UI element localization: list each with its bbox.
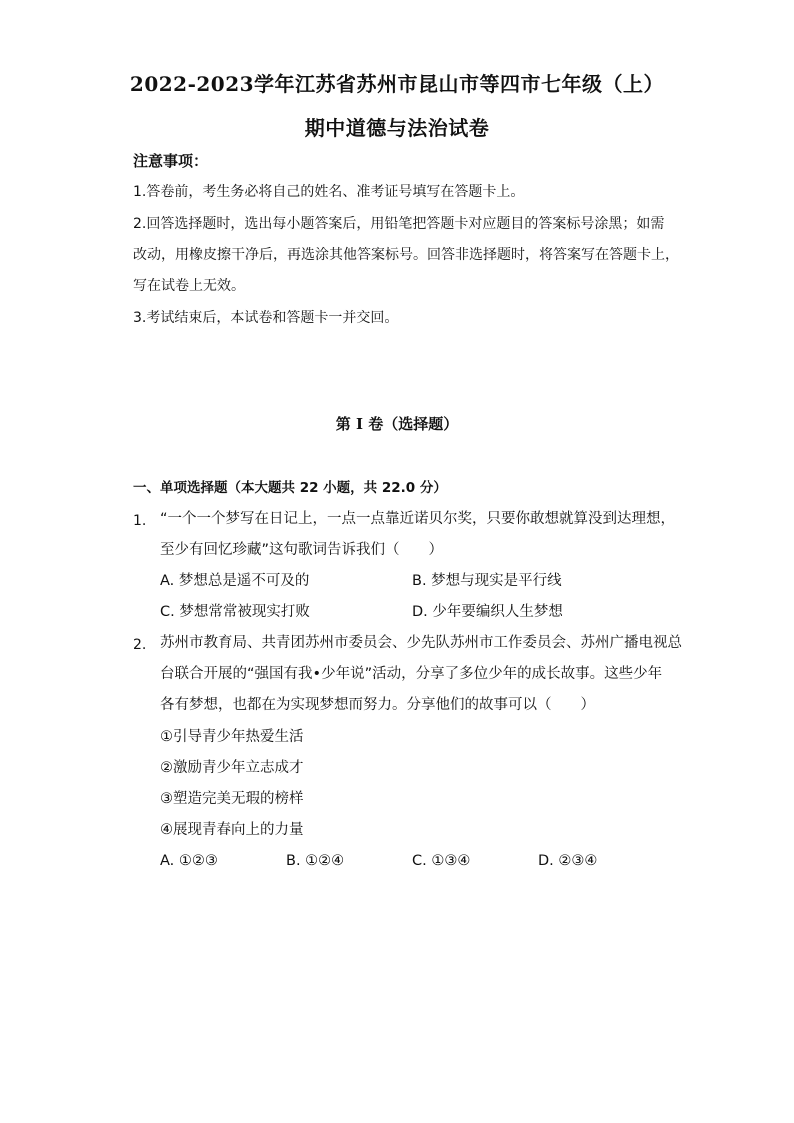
question-2-option-c[interactable]: C. ①③④ — [412, 853, 471, 869]
question-1-option-c[interactable]: C. 梦想常常被现实打败 — [160, 604, 310, 620]
part-heading: 一、单项选择题（本大题共 22 小题，共 22.0 分） — [133, 480, 447, 496]
notice-line-1: 1.答卷前，考生务必将自己的姓名、准考证号填写在答题卡上。 — [133, 184, 525, 200]
question-2-item-1: ①引导青少年热爱生活 — [160, 729, 304, 745]
question-2-item-3: ③塑造完美无瑕的榜样 — [160, 791, 304, 807]
question-1-option-a[interactable]: A. 梦想总是遥不可及的 — [160, 573, 310, 589]
exam-title-line2: 期中道德与法治试卷 — [304, 116, 490, 140]
question-2-line-2: 台联合开展的“强国有我•少年说”活动，分享了多位少年的成长故事。这些少年 — [160, 666, 663, 682]
section-title: 第 I 卷（选择题） — [335, 415, 459, 433]
question-1-option-d[interactable]: D. 少年要编织人生梦想 — [412, 604, 563, 620]
question-2-option-a[interactable]: A. ①②③ — [160, 853, 218, 869]
question-1-line-2: 至少有回忆珍藏”这句歌词告诉我们（ ） — [160, 542, 444, 558]
question-1-number: 1. — [133, 513, 147, 529]
question-2-line-3: 各有梦想，也都在为实现梦想而努力。分享他们的故事可以（ ） — [160, 697, 595, 713]
question-2-line-1: 苏州市教育局、共青团苏州市委员会、少先队苏州市工作委员会、苏州广播电视总 — [160, 635, 682, 651]
notice-line-5: 3.考试结束后，本试卷和答题卡一并交回。 — [133, 310, 399, 326]
exam-title-line1: 2022-2023学年江苏省苏州市昆山市等四市七年级（上） — [129, 72, 665, 96]
notice-line-4: 写在试卷上无效。 — [133, 278, 245, 294]
question-1-line-1: “一个一个梦写在日记上，一点一点靠近诺贝尔奖，只要你敢想就算没到达理想， — [160, 511, 676, 527]
question-2-option-d[interactable]: D. ②③④ — [538, 853, 598, 869]
question-2-item-4: ④展现青春向上的力量 — [160, 822, 304, 838]
question-2-option-b[interactable]: B. ①②④ — [286, 853, 345, 869]
notice-line-2: 2.回答选择题时，选出每小题答案后，用铅笔把答题卡对应题目的答案标号涂黑；如需 — [133, 216, 665, 232]
notice-heading: 注意事项： — [133, 152, 209, 170]
question-2-item-2: ②激励青少年立志成才 — [160, 760, 304, 776]
question-2-number: 2. — [133, 637, 147, 653]
question-1-option-b[interactable]: B. 梦想与现实是平行线 — [412, 573, 562, 589]
notice-line-3: 改动，用橡皮擦干净后，再选涂其他答案标号。回答非选择题时，将答案写在答题卡上， — [133, 247, 679, 263]
